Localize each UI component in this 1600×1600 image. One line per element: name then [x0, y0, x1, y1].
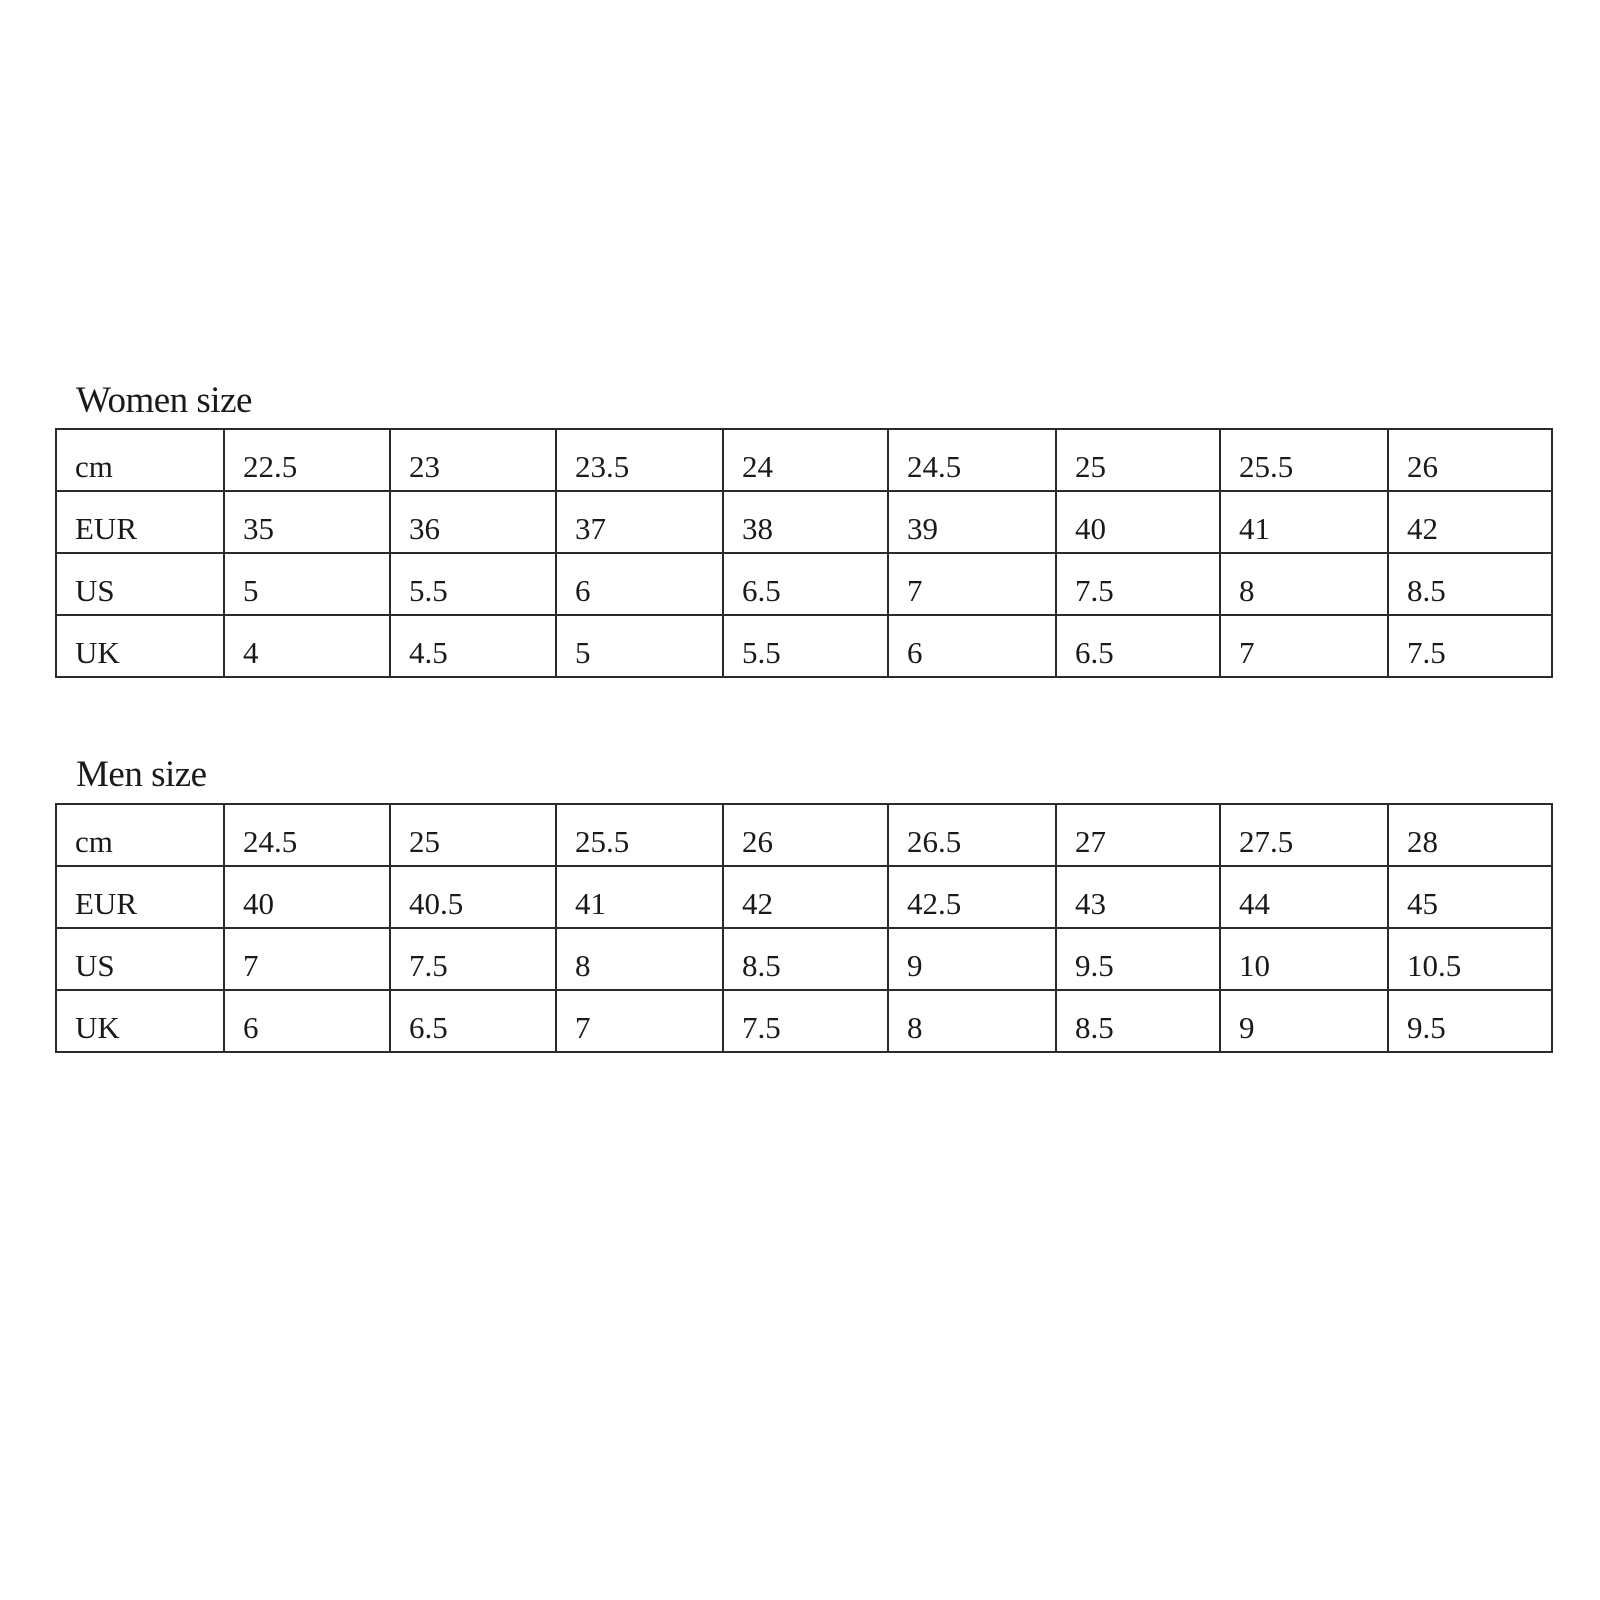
- size-cell: 8.5: [723, 928, 888, 990]
- size-cell: 7.5: [390, 928, 556, 990]
- size-cell: 7.5: [1388, 615, 1552, 677]
- size-cell: 5.5: [390, 553, 556, 615]
- size-cell: 24: [723, 429, 888, 491]
- women-size-title: Women size: [76, 380, 252, 421]
- row-label: US: [56, 928, 224, 990]
- size-cell: 23: [390, 429, 556, 491]
- men-row-uk: [56, 990, 1552, 1052]
- size-cell: 7: [224, 928, 390, 990]
- size-cell: 9.5: [1056, 928, 1220, 990]
- size-cell: 24.5: [224, 804, 390, 866]
- women-row-uk: [56, 615, 1552, 677]
- size-cell: 8: [888, 990, 1056, 1052]
- size-cell: 27: [1056, 804, 1220, 866]
- size-cell: 7.5: [723, 990, 888, 1052]
- size-cell: 28: [1388, 804, 1552, 866]
- size-cell: 44: [1220, 866, 1388, 928]
- size-cell: 25.5: [556, 804, 723, 866]
- size-cell: 41: [556, 866, 723, 928]
- size-cell: 25.5: [1220, 429, 1388, 491]
- row-label: US: [56, 553, 224, 615]
- size-cell: 10.5: [1388, 928, 1552, 990]
- size-cell: 8.5: [1388, 553, 1552, 615]
- women-row-us: [56, 553, 1552, 615]
- size-cell: 7: [556, 990, 723, 1052]
- row-label: cm: [56, 804, 224, 866]
- size-cell: 26.5: [888, 804, 1056, 866]
- men-row-cm: [56, 804, 1552, 866]
- size-cell: 7: [888, 553, 1056, 615]
- size-cell: 6: [888, 615, 1056, 677]
- size-cell: 25: [1056, 429, 1220, 491]
- size-cell: 26: [1388, 429, 1552, 491]
- row-label: UK: [56, 615, 224, 677]
- size-cell: 5: [224, 553, 390, 615]
- size-cell: 40.5: [390, 866, 556, 928]
- size-cell: 42: [723, 866, 888, 928]
- men-row-us: [56, 928, 1552, 990]
- size-cell: 9: [1220, 990, 1388, 1052]
- size-cell: 6.5: [390, 990, 556, 1052]
- size-cell: 38: [723, 491, 888, 553]
- size-cell: 26: [723, 804, 888, 866]
- row-label: EUR: [56, 866, 224, 928]
- size-cell: 42: [1388, 491, 1552, 553]
- size-cell: 40: [224, 866, 390, 928]
- size-cell: 40: [1056, 491, 1220, 553]
- men-size-table: [55, 803, 1553, 1053]
- size-cell: 9.5: [1388, 990, 1552, 1052]
- size-cell: 37: [556, 491, 723, 553]
- size-cell: 8: [1220, 553, 1388, 615]
- size-cell: 36: [390, 491, 556, 553]
- size-cell: 8: [556, 928, 723, 990]
- size-cell: 10: [1220, 928, 1388, 990]
- women-size-table: [55, 428, 1553, 678]
- size-cell: 5: [556, 615, 723, 677]
- size-cell: 5.5: [723, 615, 888, 677]
- size-cell: 9: [888, 928, 1056, 990]
- row-label: UK: [56, 990, 224, 1052]
- size-cell: 45: [1388, 866, 1552, 928]
- size-cell: 4.5: [390, 615, 556, 677]
- size-cell: 25: [390, 804, 556, 866]
- size-cell: 6: [556, 553, 723, 615]
- size-cell: 35: [224, 491, 390, 553]
- men-row-eur: [56, 866, 1552, 928]
- size-cell: 4: [224, 615, 390, 677]
- women-row-cm: [56, 429, 1552, 491]
- row-label: cm: [56, 429, 224, 491]
- size-cell: 6.5: [723, 553, 888, 615]
- size-cell: 43: [1056, 866, 1220, 928]
- size-cell: 23.5: [556, 429, 723, 491]
- size-cell: 6.5: [1056, 615, 1220, 677]
- size-cell: 42.5: [888, 866, 1056, 928]
- size-cell: 6: [224, 990, 390, 1052]
- size-cell: 7: [1220, 615, 1388, 677]
- men-size-title: Men size: [76, 754, 207, 795]
- size-cell: 24.5: [888, 429, 1056, 491]
- size-cell: 7.5: [1056, 553, 1220, 615]
- size-cell: 8.5: [1056, 990, 1220, 1052]
- size-cell: 27.5: [1220, 804, 1388, 866]
- women-row-eur: [56, 491, 1552, 553]
- row-label: EUR: [56, 491, 224, 553]
- size-cell: 22.5: [224, 429, 390, 491]
- size-cell: 41: [1220, 491, 1388, 553]
- size-cell: 39: [888, 491, 1056, 553]
